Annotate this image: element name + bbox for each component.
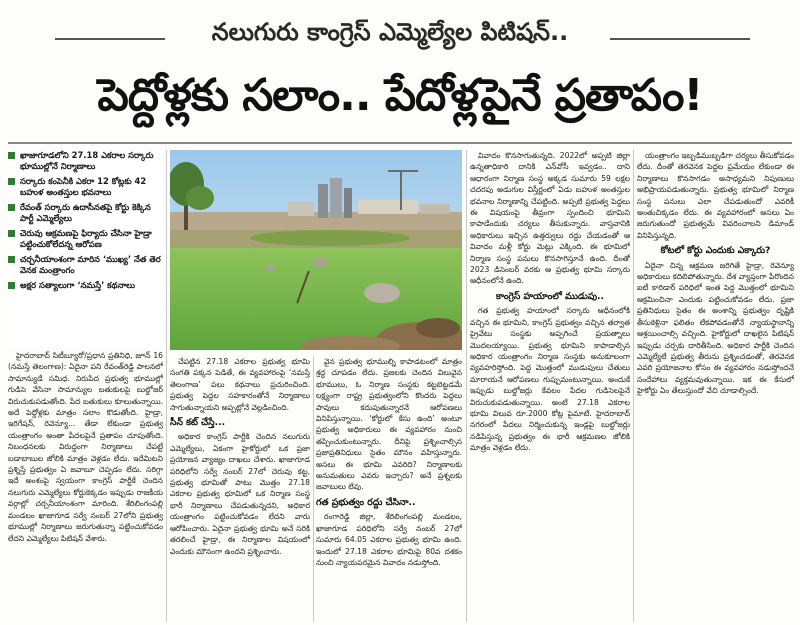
headline: పెద్దోళ్లకు సలాం.. పేదోళ్లపైనే ప్రతాపం! [97, 70, 703, 121]
highlight-item: ఖాజాగూడలోని 27.18 ఎకరాల సర్కారు భూముల్లోనే నిర్మాణాలు [8, 150, 163, 172]
highlight-item: చర్చనీయాంశంగా మారిన ‘ముఖ్య’ నేత తెర వెనక మంత్రాంగం [8, 254, 163, 276]
highlight-item: చెరువు ఆక్రమణపై ఫిర్యాదు చేసినా హైడ్రా పట్టించుకోలేదన్న ఆరోపణ [8, 228, 163, 250]
paragraph: గత ప్రభుత్వ హయాంలో సర్కారు ఆధీనంలోకి వచ్చిన ఈ భూమిని, కాంగ్రెస్‌ ప్రభుత్వం వచ్చిన తర్వాత ప్రైవేటు సంస్థకు అప్పగించే ప్రయత్నాలు మొదలయ్యాయి. ప్రభుత్వ భూమిని కాపాడాల్సిన అధికార యంత్రాంగం నిర్మాణ సంస్థకు అనుకూలంగా వ్యవహరిస్తోంది. పెద్ద మొత్తంలో ముడుపులు చేతులు మారాయనే ఆరోపణలు గుప్పుమంటున్నాయి. అందుకే ఇప్పుడు బుల్డోజర్లు కేవలం పేదల గుడిసెలపైనే విరుచుకుపడుతున్నాయి. అంటే 27.18 ఎకరాల భూమి విలువ రూ.2000 కోట్ల పైమాటే. హైదరాబాద్‌ నగరంలో పేదలు నిర్మించుకున్న ఇండ్లపై బుల్డోజర్లు నడిపిస్తున్న ప్రభుత్వం ఈ భారీ ఆక్రమణల జోలికి మాత్రం వెళ్లడం లేదు. [470, 306, 630, 453]
kicker-row [0, 18, 800, 54]
kicker-rule-left [55, 38, 165, 40]
paragraph: రంగారెడ్డి జిల్లా, శేరిలింగంపల్లి మండలం, ఖాజాగూడ పరిధిలోని సర్వే నంబర్‌ 27లో సుమారు 64.05 ఎకరాల ప్రభుత్వ భూమి ఉంది. ఇందులో 27.18 ఎకరాల భూమిపై 80వ దశకం నుంచి న్యాయపరమైన వివాదం నడుస్తోంది. [316, 512, 462, 567]
article-column-4 [470, 150, 630, 622]
bullet-icon [8, 152, 15, 159]
paragraph: అధికార కాంగ్రెస్‌ పార్టీకి చెందిన నలుగురు ఎమ్మెల్యేలు, ఏకంగా హైకోర్టులో ఒక ప్రజా ప్రయోజన వ్యాజ్యం దాఖలు చేశారు. ఖాజాగూడ పరిధిలోని సర్వే నంబర్‌ 27లో చెరువు కట్ట, ప్రభుత్వ భూమితో పాటు మొత్తం 27.18 ఎకరాల ప్రభుత్వ భూమిలో ఒక నిర్మాణ సంస్థ భారీ నిర్మాణాలు చేపడుతున్నదని, అధికార యంత్రాంగం పట్టించుకోవడం లేదని వారు ఆరోపించారు. ఏదైనా ప్రభుత్వ భూమి అనే సరికి తరలించే హైడ్రా, ఈ నిర్మాణాల విషయంలో ఎందుకు మౌనంగా ఉందని ప్రశ్నించారు. [170, 432, 310, 556]
subheading: సీన్‌ కట్‌ చేస్తే... [170, 417, 226, 429]
subheading: కోటలో కోర్టు ఎందుకు ఎక్కారు? [660, 245, 771, 257]
article-column-1 [8, 350, 163, 622]
article-column-2 [170, 356, 310, 622]
bullet-icon [8, 256, 15, 263]
subheading: గత ప్రభుత్వం రద్దు చేసినా.. [316, 496, 416, 508]
news-photo [170, 150, 462, 350]
paragraph: యంత్రాంగం ఇబ్బడిముబ్బడిగా చర్యలు తీసుకోవడం లేదు. దీంతో తెరవెనక పెద్దల ప్రమేయం లేకుండా ఈ నిర్మాణాలు కొనసాగడం అసాధ్యమని నిపుణులు అభిప్రాయపడుతున్నారు. ప్రభుత్వ భూమిలో నిర్మాణ సంస్థ పనులు ఎలా చేపడుతుందో ఎవరికీ అంతుచిక్కడం లేదు. ఈ వ్యవహారంలో అసలు ఏం జరుగుతుందో ప్రభుత్వమే వివరించాలని డిమాండ్‌ వినిపిస్తున్నది. [637, 151, 794, 240]
bullet-icon [8, 204, 15, 211]
column-divider [466, 150, 467, 622]
highlight-item: రేవంత్‌ సర్కారు ఉదాసీనతపై కోర్టు కెక్కిన పార్టీ ఎమ్మెల్యేలు [8, 202, 163, 224]
paragraph: హైదరాబాద్‌ సిటీబ్యూరో/ప్రధాన ప్రతినిధి, జూన్‌ 16 (నమస్తే తెలంగాణ): ఏదైనా పని రేవంత్‌రెడ్డి పాలనలో సామాన్యుడే సమిధ. నిరుపేద ప్రభుత్వ భూముల్లో గుడిసె వేసినా సామాన్యుల బతుకులపై బుల్డోజర్‌ విరుచుకుపడుతోంది. పేద బతుకులు కూలుతున్నాయి. అదే పెద్దోళ్లకు మాత్రం సలాం కొడుతోంది. హైడ్రా, ఇరిగేషన్‌, రెవెన్యూ... తేడా లేకుండా ప్రభుత్వ యంత్రాంగం అంతా పేదలపైనే ప్రతాపం చూపుతోంది. నిబంధనలకు విరుద్ధంగా నిర్మాణాలు చేపట్టే బడాబాబుల జోలికి మాత్రం వెళ్లడం లేదు. ఇదేమిటని ప్రశ్నిస్తే ప్రభుత్వం ఏ జవాబూ చెప్పడం లేదు. సరిగ్గా ఇదే అంశంపై స్వయంగా కాంగ్రెస్‌ పార్టీకే చెందిన నలుగురు ఎమ్మెల్యేలు కోర్టుకెక్కడం ఇప్పుడు రాజకీయ వర్గాల్లో చర్చనీయాంశంగా మారింది. శేరిలింగంపల్లి మండలం ఖాజాగూడ సర్వే నంబర్‌ 27లోని ప్రభుత్వ భూముల్లో నిర్మాణాలు జరుగుతున్నా పట్టించుకోవడం లేదని ఎమ్మెల్యేలు పిటిషన్‌ వేశారు. [8, 351, 163, 543]
land-photo-illustration [170, 150, 462, 350]
bullet-icon [8, 282, 15, 289]
column-divider [313, 356, 314, 622]
bullet-icon [8, 230, 15, 237]
highlight-item: సర్కారు కంపెనీకి ఎకరా 12 కోట్లకు 42 బహుళ అంతస్తుల భవనాలు [8, 176, 163, 198]
column-divider [633, 150, 634, 622]
column-divider [166, 150, 167, 622]
article-column-3 [316, 356, 462, 622]
highlight-item: అక్షర సత్యాలుగా ‘నమస్తే’ కథనాలు [8, 280, 163, 291]
article-column-5 [637, 150, 794, 622]
headline-rule [8, 142, 792, 144]
highlights-box [8, 150, 163, 345]
paragraph: వైన ప్రభుత్వ భూముల్ని కాపాడటంలో మాత్రం శ్రద్ధ చూపడం లేదు. ప్రజలకు చెందిన విలువైన భూములు, ఓ నిర్మాణ సంస్థకు కట్టబెట్టడమే లక్ష్యంగా రాష్ట్ర ప్రభుత్వంలోని కొందరు పెద్దలు పావులు కదుపుతున్నారనే ఆరోపణలు వినిపిస్తున్నాయి. ‘కోర్టులో కేసు ఉంది’ అంటూ ప్రభుత్వ అధికారులు ఈ వ్యవహారం నుంచి తప్పించుకుంటున్నారు. దీనిపై ప్రశ్నించాల్సిన ప్రజాప్రతినిధులు సైతం మౌనం వహిస్తున్నారు. అసలు ఈ భూమి ఎవరిది? నిర్మాణాలకు అనుమతులు ఎవరు ఇచ్చారు? అనే ప్రశ్నలకు జవాబులు లేవు. [316, 357, 462, 492]
bullet-icon [8, 178, 15, 185]
kicker-rule-right [610, 38, 750, 40]
paragraph: చేపట్టిన 27.18 ఎకరాల ప్రభుత్వ భూమి సంగతి పక్కన పెడితే, ఈ వ్యవహారంపై ‘నమస్తే తెలంగాణ’ పలు కథనాలు ప్రచురించింది. ప్రభుత్వ పెద్దల సహకారంతోనే నిర్మాణాలు సాగుతున్నాయని అప్పట్లోనే వెల్లడించింది. [170, 357, 310, 412]
subheading: కాంగ్రెస్‌ హయాంలో ముడుపు.. [495, 290, 605, 302]
paragraph: వివాదం కొనసాగుతున్నది. 2022లో అప్పటి జిల్లా ఉన్నతాధికారి దానికి ఎన్‌వోసీ ఇవ్వడం.. దాని ఆధారంగా నిర్మాణ సంస్థ అక్కడ సుమారు 59 లక్షల చదరపు అడుగుల విస్తీర్ణంలో ఏడు బహుళ అంతస్తుల భవనాల నిర్మాణాన్ని చేపట్టింది. అప్పటి ప్రభుత్వ పెద్దలు ఈ విషయంపై తీవ్రంగా స్పందించి భూమిని కాపాడేందుకు చర్యలు తీసుకున్నారు. వాస్తవానికి అధికారులు ఇచ్చిన ఉత్తర్వులు రద్దు చేయడంతో ఆ వివాదం మళ్లీ కోర్టు మెట్లు ఎక్కింది. ఈ భూమిలో నిర్మాణ సంస్థ పనులు కొనసాగిస్తూనే ఉంది. దీంతో 2023 డిసెంబర్‌ వరకు ఆ ప్రభుత్వ భూమి సర్కారు ఆధీనంలోనే ఉంది. [470, 151, 630, 286]
paragraph: ఏదైనా చిన్న ఆక్రమణ జరిగితే హైడ్రా, రెవెన్యూ అధికారులు కదిలిపోతున్నారు. దేశ వ్యాప్తంగా పేరొందిన ఐటీ కారిడార్‌ పరిధిలో ఇంత పెద్ద మొత్తంలో భూమిని ఆక్రమించినా ఎందుకు పట్టించుకోవడం లేదు. ప్రజా ప్రతినిధులు సైతం ఈ అంశాన్ని ప్రభుత్వం దృష్టికి తీసుకెళ్లినా ఫలితం లేకపోవడంతోనే న్యాయస్థానాన్ని ఆశ్రయించాల్సి వచ్చింది. హైకోర్టులో దాఖలైన పిటిషన్‌ ఇప్పుడు చర్చకు దారితీసింది. అధికార పార్టీకి చెందిన ఎమ్మెల్యేలే ప్రభుత్వ తీరును ప్రశ్నించడంతో, తెరవెనక ఎవరి ప్రయోజనాల కోసం ఈ వ్యవహారం నడుస్తోందనే సందేహాలు వ్యక్తమవుతున్నాయి. ఇక ఈ కేసులో హైకోర్టు ఏం తేలుస్తుందో వేచి చూడాల్సిందే. [637, 260, 794, 396]
kicker-text: నలుగురు కాంగ్రెస్‌ ఎమ్మెల్యేల పిటిషన్‌.. [211, 18, 569, 46]
